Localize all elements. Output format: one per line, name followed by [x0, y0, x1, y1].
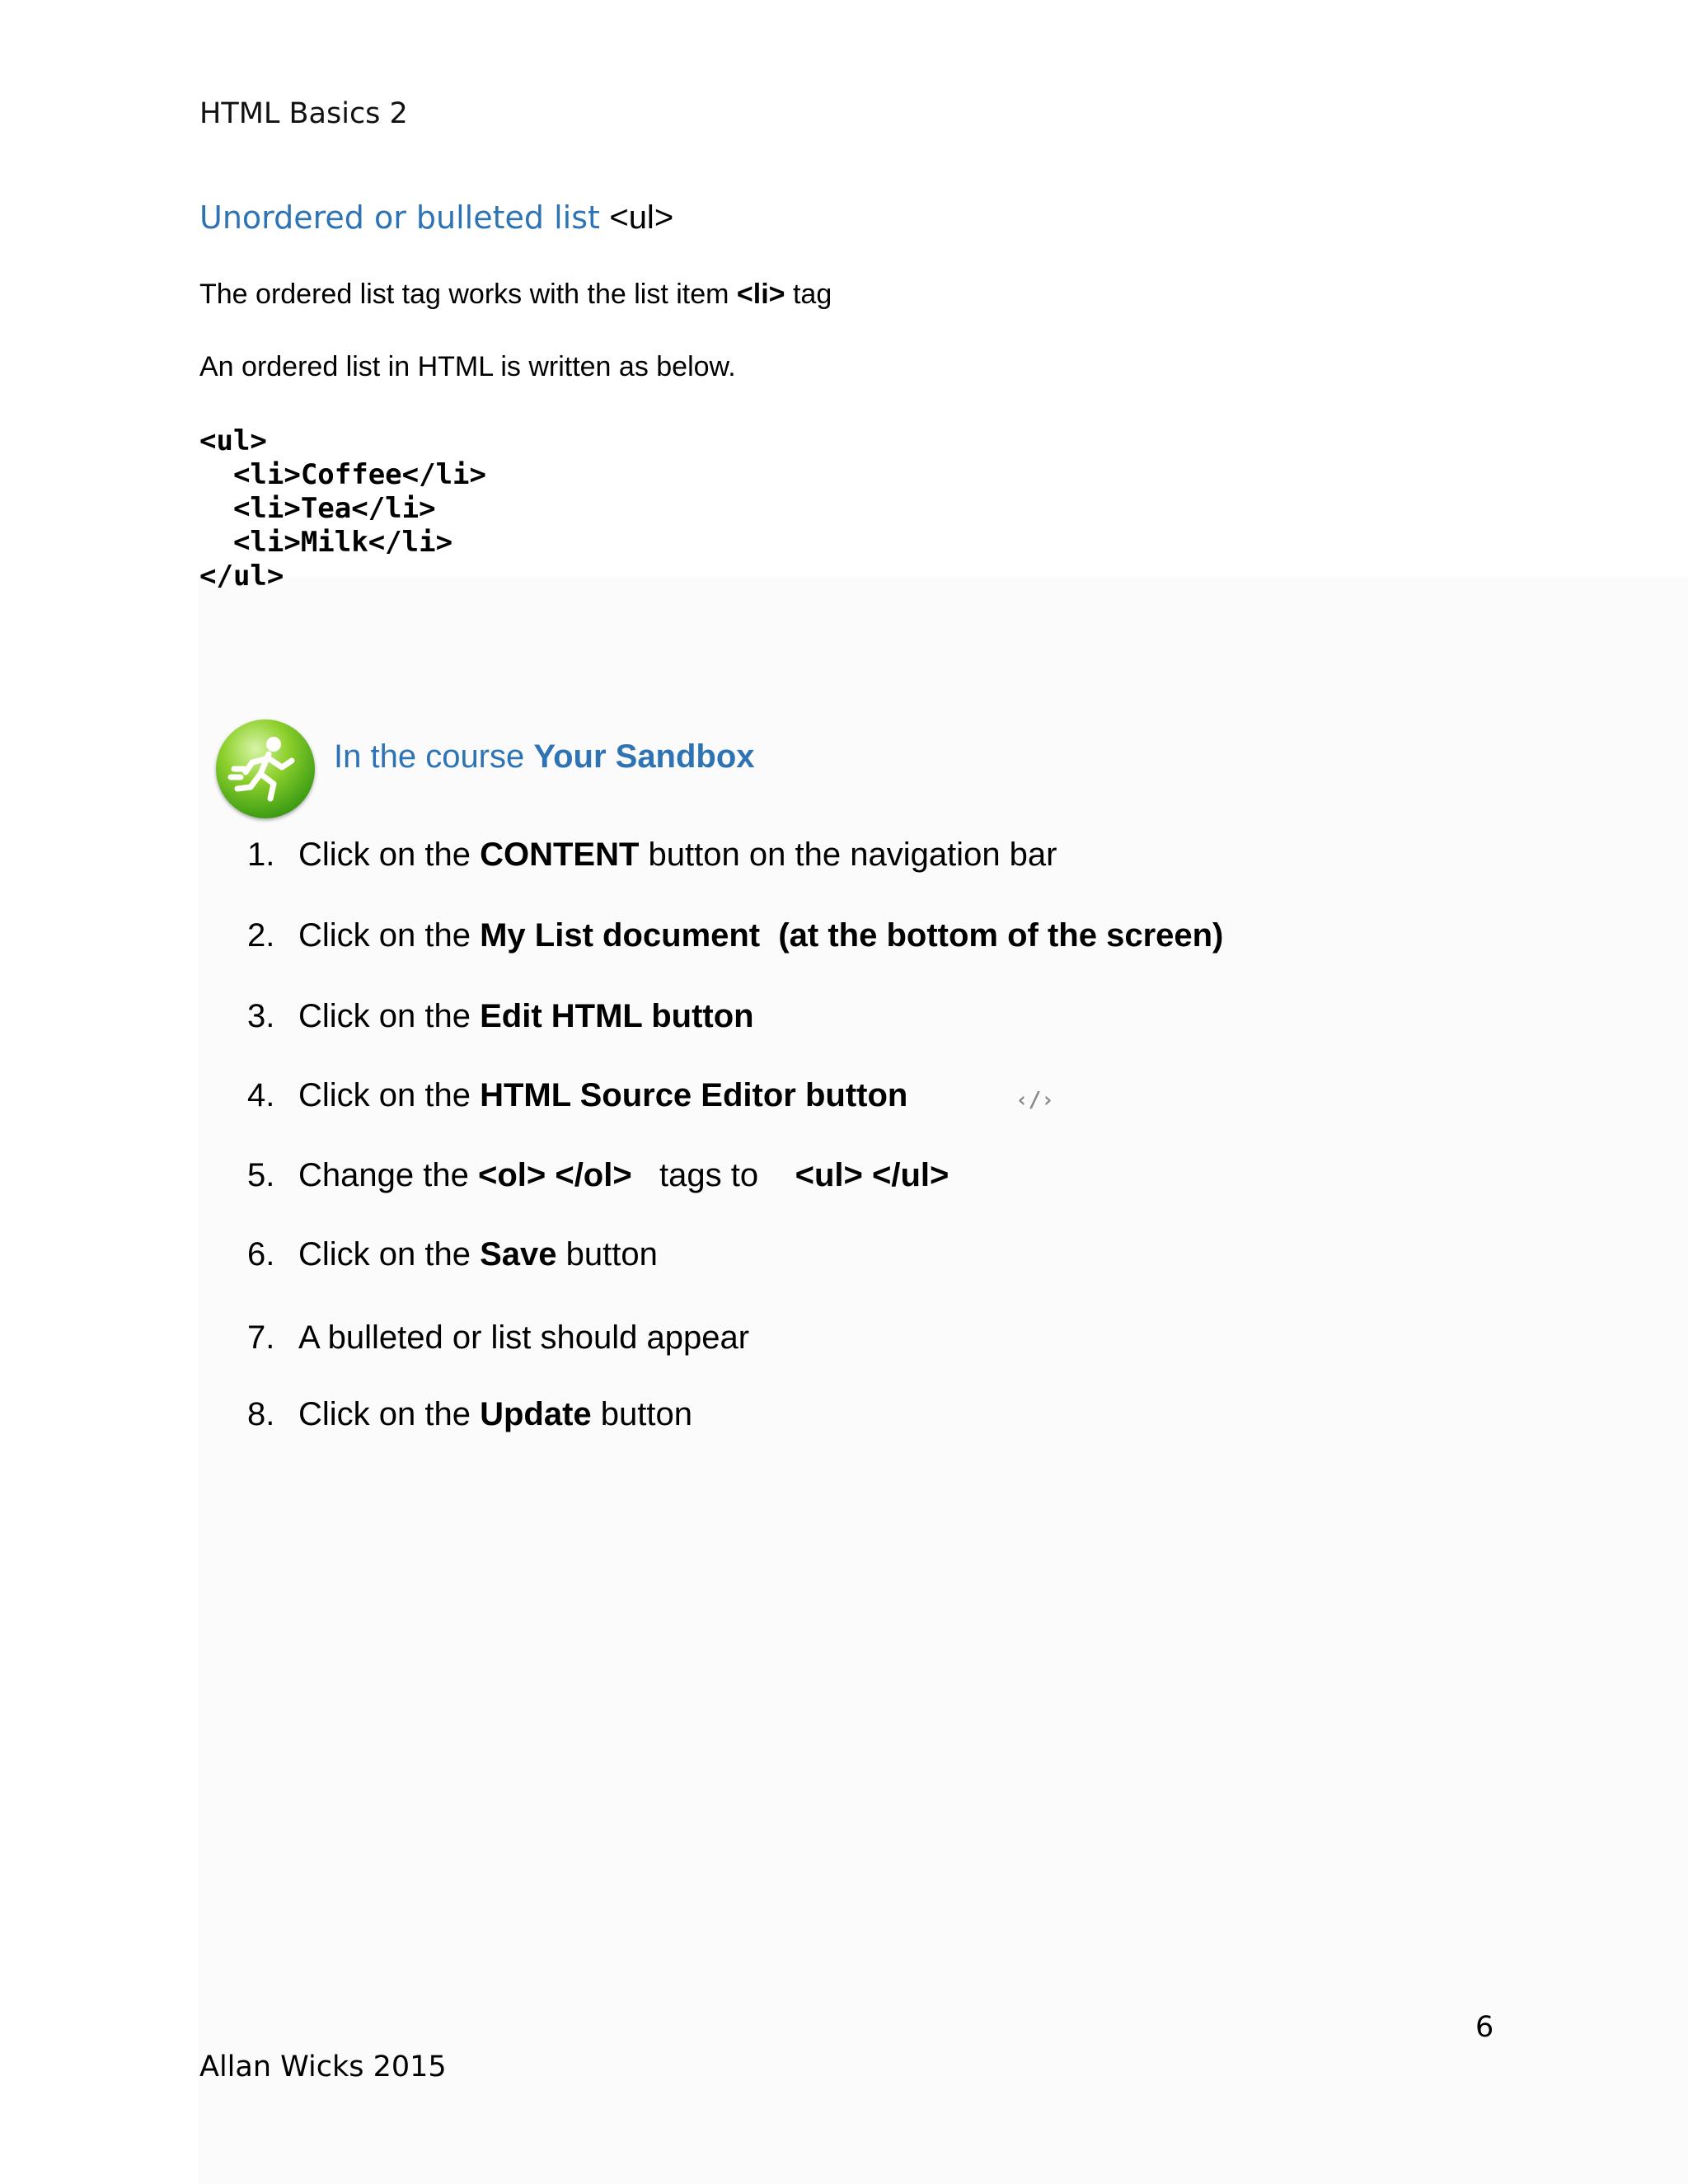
section-heading-text: Unordered or bulleted list [199, 199, 600, 236]
section-heading [199, 198, 673, 237]
course-title-strong: Your Sandbox [533, 738, 755, 775]
page-footer: Allan Wicks 2015 [199, 2050, 447, 2083]
step-bold: <ol> </ol> [477, 1157, 632, 1193]
list-item [247, 1157, 949, 1194]
step-text: Click on the [298, 1077, 481, 1113]
step-number: 3. [247, 998, 275, 1034]
course-title [334, 738, 755, 776]
code-line: <li>Milk</li> [199, 526, 453, 559]
list-item [247, 1319, 749, 1357]
code-line: <ul> [199, 424, 267, 457]
step-text: Click on the [298, 837, 481, 873]
step-text: Click on the [298, 1396, 481, 1432]
step-bold: Save [480, 1236, 557, 1272]
step-number: 2. [247, 917, 275, 954]
step-bold: Edit HTML button [480, 998, 754, 1034]
intro-paragraph [199, 279, 832, 311]
step-text-mid: tags to [631, 1157, 795, 1193]
step-text-post: button [556, 1236, 658, 1272]
section-heading-tag: <ul> [609, 199, 674, 236]
content-panel [198, 577, 1688, 2184]
step-number: 7. [247, 1319, 275, 1356]
step-text: Click on the [298, 998, 481, 1034]
list-item [247, 1236, 658, 1273]
step-number: 8. [247, 1396, 275, 1432]
intro-text-pre: The ordered list tag works with the list item [199, 279, 737, 310]
code-line: <li>Coffee</li> [199, 458, 486, 491]
step-text: Click on the [298, 917, 481, 954]
list-item [247, 917, 1223, 954]
step-text-post: button on the navigation bar [639, 837, 1057, 873]
intro-text-tag: <li> [736, 279, 785, 310]
code-line: <li>Tea</li> [199, 492, 436, 525]
step-bold: HTML Source Editor button [480, 1077, 908, 1113]
step-number: 1. [247, 837, 275, 873]
step-number: 4. [247, 1077, 275, 1113]
code-line: </ul> [199, 560, 284, 593]
list-item [247, 998, 754, 1035]
step-text-post: button [591, 1396, 693, 1432]
step-bold: CONTENT [480, 837, 640, 873]
step-bold: Update [480, 1396, 592, 1432]
step-text: Change the [298, 1157, 478, 1193]
step-number: 6. [247, 1236, 275, 1272]
page-header: HTML Basics 2 [199, 97, 408, 130]
step-text: A bulleted or list should appear [298, 1319, 750, 1356]
running-man-icon [216, 719, 315, 818]
description-paragraph: An ordered list in HTML is written as below. [199, 351, 736, 382]
step-bold: My List document (at the bottom of the screen) [480, 917, 1224, 954]
step-number: 5. [247, 1157, 275, 1193]
step-bold-2: <ul> </ul> [795, 1157, 950, 1193]
intro-text-post: tag [785, 279, 832, 310]
list-item [247, 1396, 692, 1433]
list-item [247, 837, 1057, 874]
page-number: 6 [1475, 2011, 1494, 2044]
list-item [247, 1077, 907, 1114]
step-text: Click on the [298, 1236, 481, 1272]
html-source-icon: ‹/› [1015, 1088, 1054, 1113]
code-sample [199, 424, 486, 593]
course-title-pre: In the course [334, 738, 534, 775]
